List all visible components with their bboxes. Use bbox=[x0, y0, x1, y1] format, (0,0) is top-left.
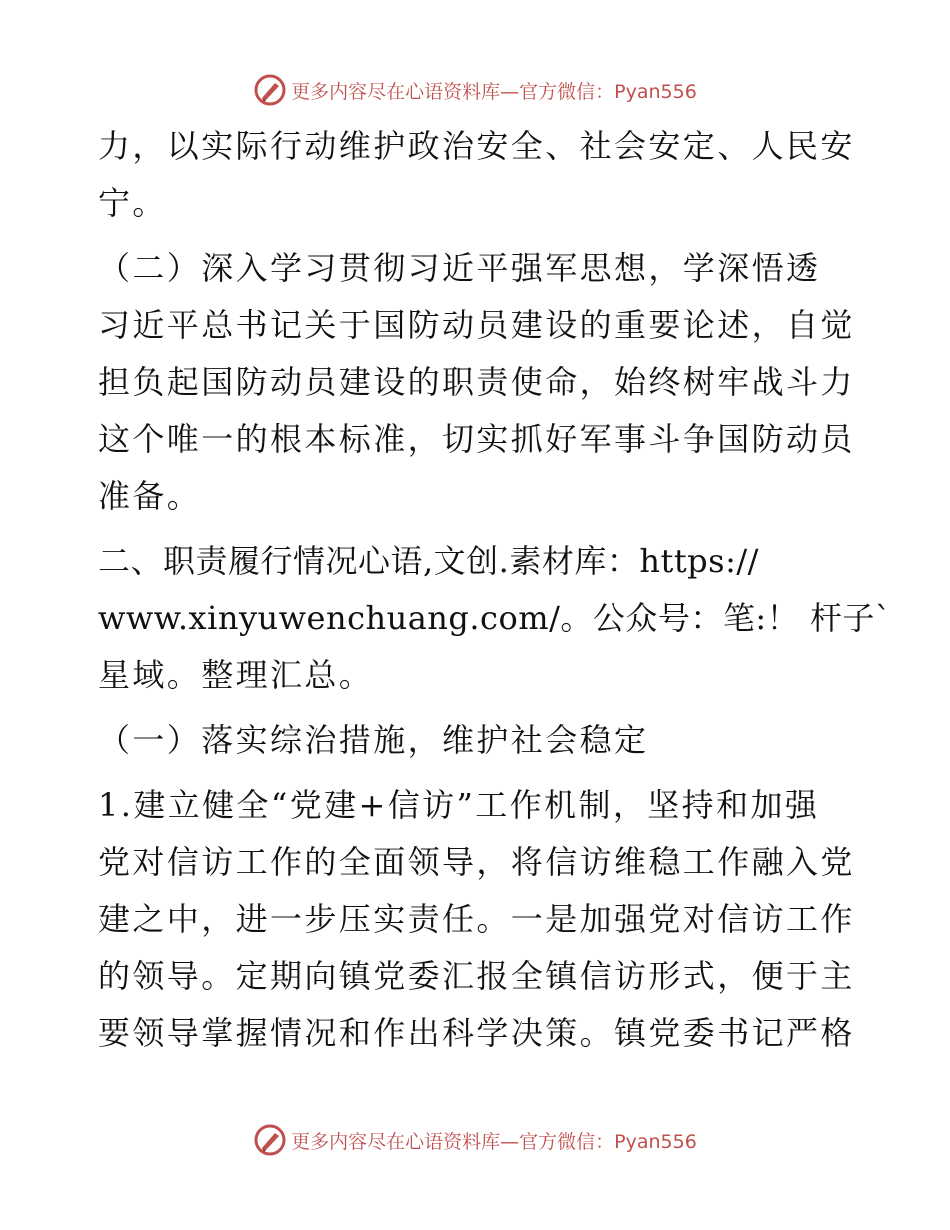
pen-logo-icon bbox=[253, 73, 287, 107]
body-line: 这个唯一的根本标准，切实抓好军事斗争国防动员 bbox=[98, 420, 855, 458]
body-line: 星域。整理汇总。 bbox=[98, 656, 374, 694]
body-line: 党对信访工作的全面领导，将信访维稳工作融入党 bbox=[98, 843, 855, 881]
pen-logo-icon bbox=[253, 1123, 287, 1157]
body-line: 担负起国防动员建设的职责使命，始终树牢战斗力 bbox=[98, 363, 855, 401]
watermark-text: 更多内容尽在心语资料库—官方微信：Pyan556 bbox=[291, 1130, 697, 1153]
body-line: 建之中，进一步压实责任。一是加强党对信访工作 bbox=[98, 900, 855, 938]
body-line: 宁。 bbox=[98, 184, 167, 222]
watermark-text: 更多内容尽在心语资料库—官方微信：Pyan556 bbox=[291, 80, 697, 103]
document-body bbox=[98, 118, 892, 1062]
body-line: 力，以实际行动维护政治安全、社会安定、人民安 bbox=[98, 127, 855, 165]
body-line: 习近平总书记关于国防动员建设的重要论述，自觉 bbox=[98, 306, 855, 344]
body-line: 1.建立健全“党建+信访”工作机制，坚持和加强 bbox=[98, 786, 820, 824]
section-heading: （二）深入学习贯彻习近平强军思想，学深悟透 bbox=[98, 249, 821, 287]
header-watermark bbox=[0, 70, 950, 110]
section-heading: （一）落实综治措施，维护社会稳定 bbox=[98, 721, 649, 759]
body-line: 准备。 bbox=[98, 477, 202, 515]
body-line: 的领导。定期向镇党委汇报全镇信访形式，便于主 bbox=[98, 957, 855, 995]
section-heading: 二、职责履行情况心语,文创.素材库：https:// bbox=[98, 542, 759, 580]
body-line: 要领导掌握情况和作出科学决策。镇党委书记严格 bbox=[98, 1014, 855, 1052]
body-line: www.xinyuwenchuang.com/。公众号：笔:！ 杆子` bbox=[98, 599, 892, 637]
footer-watermark bbox=[0, 1120, 950, 1160]
